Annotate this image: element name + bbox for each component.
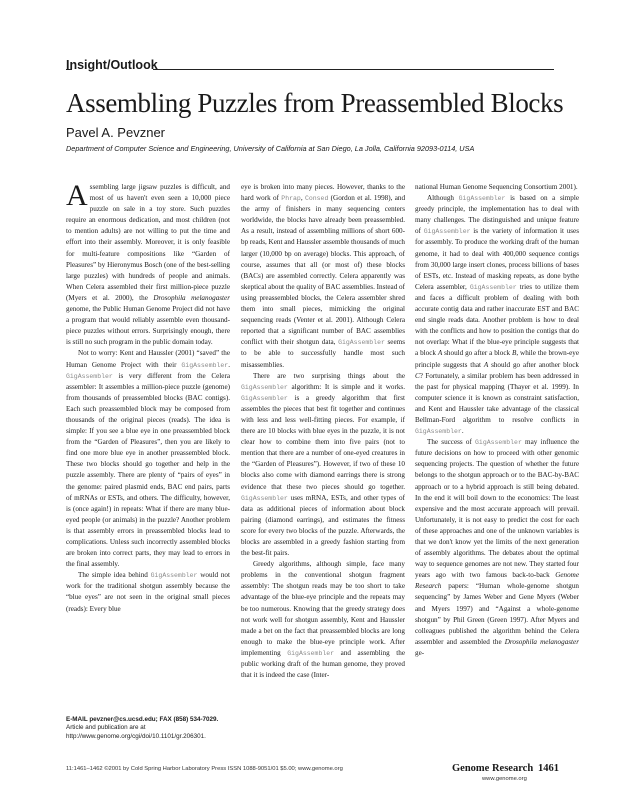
section-label: Insight/Outlook [66, 58, 158, 72]
paragraph [241, 559, 405, 681]
italic-term: A [437, 349, 443, 358]
software-name: GigAssembler [458, 195, 506, 203]
text-run: There are two surprising things about the [253, 371, 405, 380]
correspondence-article-link: Article and publication are at http://www.genome.org/cgi/doi/10.1101/gr.206301. [66, 724, 206, 740]
text-run: ge- [415, 648, 425, 657]
paragraph [415, 182, 579, 193]
software-name: GigAssembler [338, 339, 385, 347]
text-run: ? Fortunately, a similar problem has been addressed in the past for physical mapping (Thayer et al. 1999). In computer science it is known as constraint satisfaction, and Kent and Haussler take advantage of the classical Bellman-Ford algorithm to resolve conflicts in [415, 371, 579, 424]
text-run: is very different from the Celera assembler: It assembles a million-piece puzzle (genome) from thousands of preassembled blocks (BAC contigs). Each such preassembled block may be composed from thousands of the original pieces (reads). The idea is simple: If you see a blue eye in one preassembled block from the “Garden of Pleasures”, then you are likely to find one more blue eye in another preassembled block. These two blocks should go together and help in the puzzle assembly. There are plenty of “pairs of eyes” in the genome: paired plasmid ends, BAC end pairs, parts of mRNAs or ESTs, and others. The difficulty, however, is (once again!) in repeats: What if there are many blue-eyed people (or animals) in the puzzle? Another problem is that assembly errors in preassembled blocks lead to complications. Unless such incorrectly assembled blocks are broken into correct parts, they may lead to errors in the final assembly. [66, 371, 230, 569]
software-name: Phrap [281, 195, 301, 203]
text-run: may influence the future decisions on how to proceed with other genomic sequencing projects. The question of whether the future belongs to the shotgun approach or to the BAC-by-BAC approach or to a hybrid approach is still being debated. In the end it will boil down to the economics: The least expensive and the most accurate approach will prevail. Unfortunately, it is not easy to predict the cost for each of these approaches and one of the unknown variables is that we don't know yet the limits of the next generation of assembly algorithms. The debates about the optimal way to sequence genomes are not new. They started four years ago with two famous back-to-back [415, 438, 579, 580]
text-column-2 [241, 182, 405, 712]
text-run: The simple idea behind [78, 571, 151, 580]
text-run: , while the brown-eye principle suggests that [415, 349, 579, 369]
text-run: tries to utilize them and faces a difficult problem of dealing with both accurate contig data and rather inaccurate EST and BAC end single reads data. Another problem is how to deal with the conflicts and how to position the contigs that do not overlap: What if the blue-eye principle suggests that a block [415, 282, 579, 358]
text-run: is based on a simple greedy principle, the implementation has to deal with many challenges. The distinguished and unique feature of [415, 194, 579, 236]
software-name: GigAssembler [241, 494, 288, 502]
text-run: genome, the Public Human Genome Project did not have a program that would reliably assemble even thousand-piece puzzles without errors. Surprisingly enough, there is still no such program in the public domain today. [66, 305, 230, 347]
author-affiliation: Department of Computer Science and Engineering, University of California at San Diego, La Jolla, California 92093-0114, USA [66, 144, 475, 153]
text-run: Although [427, 194, 459, 203]
text-run: , [300, 194, 305, 203]
page-number: 1461 [538, 763, 559, 774]
text-run: eye is broken into many pieces. However, thanks to the hard work of [241, 183, 405, 203]
text-run: papers: “Human whole-genome shotgun sequencing” by James Weber and Gene Myers (Weber and Myers 1997) and “Against a whole-genome shotgun” by Phil Green (Green 1997). After Myers and colleagues published the algorithm behind the Celera assembler and assembled the [415, 582, 579, 646]
journal-url: www.genome.org [482, 776, 527, 782]
text-run: . [461, 427, 464, 436]
header-rule-right [153, 69, 554, 70]
paragraph [241, 371, 405, 560]
paragraph [66, 182, 230, 348]
paragraph [415, 193, 579, 437]
article-title: Assembling Puzzles from Preassembled Blocks [66, 88, 564, 118]
journal-name: Genome Research [452, 763, 534, 774]
paragraph [66, 570, 230, 614]
italic-term: Genome Research [415, 571, 579, 591]
software-name: GigAssembler [287, 649, 335, 657]
italic-term: A [483, 360, 489, 369]
italic-term: Drosophila melanogaster [504, 637, 579, 646]
text-run: seems to be able to successfully handle most such misassemblies. [241, 338, 405, 369]
text-run: (Gordon et al. 1998), and the army of finishers in many sequencing centers worldwide, the blocks have already been preassembled. As a result, instead of assembling millions of short 600-bp reads, Kent and Haussler assemble thousands of much larger (10,000 bp on average) blocks. This approach, of course, assumes that all (or most of) these blocks (BACs) are assembled correctly. Celera apparently was skeptical about the quality of BAC assemblies. Instead of using preassembled blocks, the Celera assembler shred them into small pieces, mimicking the original sequencing reads (Venter et al. 2001). Although Celera reported that a significant number of BAC assemblies conflict with their shotgun data, [241, 194, 405, 347]
software-name: GigAssembler [423, 228, 471, 236]
paragraph [415, 437, 579, 659]
text-run: Not to worry: Kent and Haussler (2001) “saved” the Human Genome Project with their [66, 349, 230, 369]
text-column-3 [415, 182, 579, 712]
software-name: GigAssembler [475, 439, 522, 447]
footer-citation: 11:1461–1462 ©2001 by Cold Spring Harbor Laboratory Press ISSN 1088-9051/01 $5.00; www.genome.org [66, 766, 343, 772]
software-name: GigAssembler [150, 572, 198, 580]
text-column-1 [66, 182, 230, 712]
text-run: uses mRNA, ESTs, and other types of data as additional pieces of information about block pairing (diamond earrings), and estimates the fitness score for every two blocks of the puzzle. Afterwards, the blocks are assembled in a greedy fashion starting from the best-fit pairs. [241, 493, 405, 558]
text-run: Greedy algorithms, although simple, face many problems in the conventional shotgun fragment assembly: The shotgun reads may be too short to take advantage of the blue-eye principle and the repeats may be too numerous. Knowing that the greedy strategy does not work well for shotgun assembly, Kent and Haussler made a bet on the fact that preassembled blocks are long enough to make the blue-eye principle work. After implementing [241, 560, 405, 657]
italic-term: Drosophila melanogaster [153, 293, 230, 302]
drop-cap: A [66, 182, 88, 212]
text-run: should go after a block [442, 349, 512, 358]
paragraph [241, 182, 405, 371]
header-rule-left [66, 69, 72, 70]
software-name: GigAssembler [241, 383, 288, 391]
text-run: and assembling the public working draft of the human genome, they proved that it is indeed the case (Inter- [241, 648, 405, 680]
correspondence-email: E-MAIL pevzner@cs.ucsd.edu; FAX (858) 534-7029. [66, 716, 219, 723]
software-name: Consed [304, 195, 329, 203]
software-name: GigAssembler [469, 283, 517, 291]
text-run: algorithm: It is simple and it works. [287, 382, 405, 391]
text-run: is the variety of information it uses for assembly. To produce the working draft of the human genome, it had to deal with 400,000 sequence contigs from 30,000 large insert clones, process billions of bases of ESTs, etc. Instead of masking repeats, as done bythe Celera assembler, [415, 227, 579, 291]
software-name: GigAssembler [415, 428, 462, 436]
text-run: should go after another block [488, 360, 579, 369]
text-run: national Human Genome Sequencing Consortium 2001). [415, 183, 578, 191]
software-name: GigAssembler [181, 361, 229, 369]
software-name: GigAssembler [241, 394, 288, 402]
software-name: GigAssembler [66, 372, 113, 380]
text-run: The success of [427, 438, 476, 447]
author-name: Pavel A. Pevzner [66, 125, 165, 140]
italic-term: B [511, 349, 517, 358]
italic-term: C [415, 371, 420, 380]
paragraph [66, 348, 230, 570]
text-run: ssembling large jigsaw puzzles is difficult, and most of us haven't even seen a 10,000 piece puzzle on sale in a toy store. Such puzzles require an enormous dedication, and most children (not to mention adults) are not willing to put the time and effort into their assembly. Moreover, it is only feasible for multi-feature compositions like “Garden of Pleasures” by Hieronymus Bosch (one of the best-selling large puzzles) with hundreds of people and animals. When Celera assembled their first million-piece puzzle (Myers et al. 2000), the [66, 183, 230, 302]
text-run: . [228, 360, 230, 369]
text-run: would not work for the traditional shotgun assembly because the “blue eyes” are not seen in the original small pieces (reads): Every blue [66, 571, 230, 613]
correspondence-note [66, 716, 236, 741]
text-run: is a greedy algorithm that first assembles the pieces that best fit together and continues with less and less well-fitting pieces. For example, if there are 10 blocks with blue eyes in the puzzle, it is not clear how to combine them into five pairs (not to mention that there are a number of one-eyed creatures in the “Garden of Pleasures”). However, if two of these 10 blocks also come with diamond earrings there is strong evidence that these two pieces should go together. [241, 393, 405, 491]
